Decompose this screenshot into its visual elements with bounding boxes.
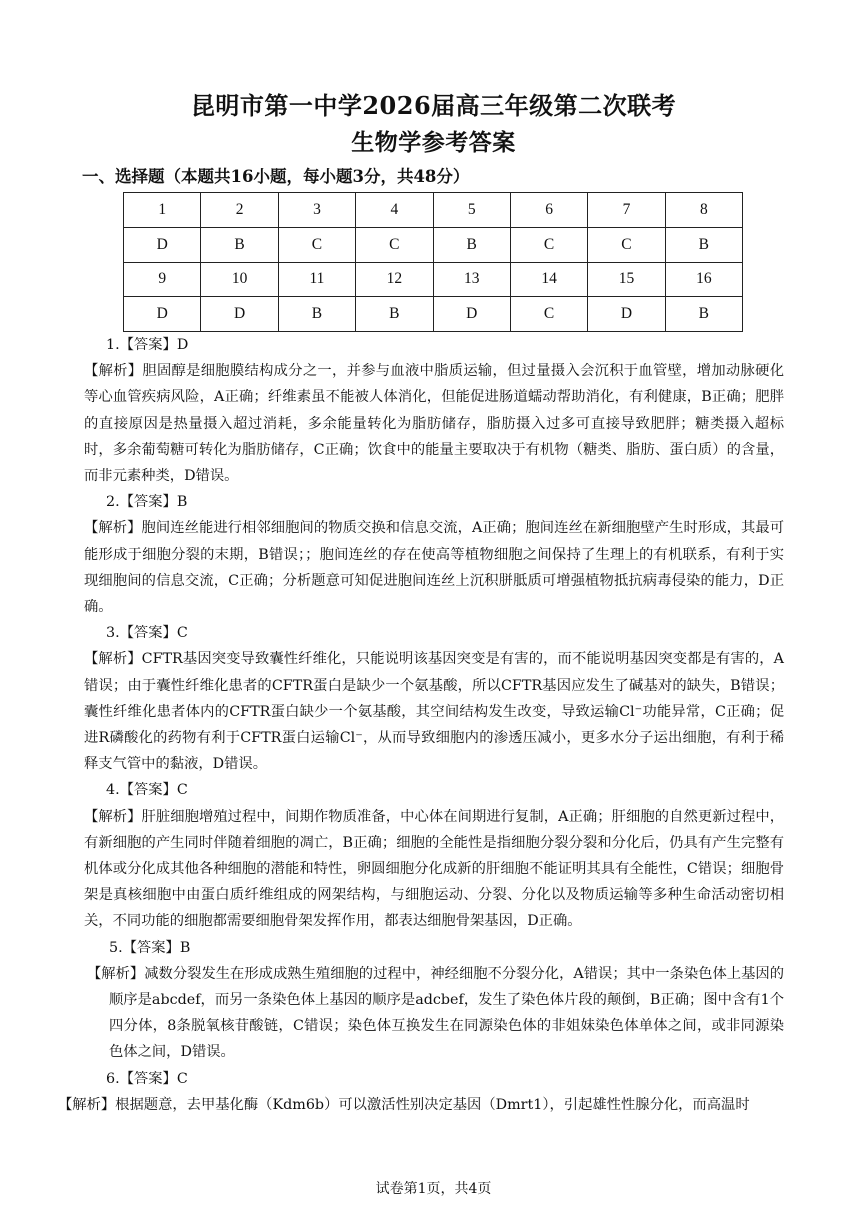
question-4-explanation: 【解析】肝脏细胞增殖过程中，间期作物质准备，中心体在间期进行复制，A正确；肝细胞的自然更新过程中，有新细胞的产生同时伴随着细胞的凋亡，B正确；细胞的全能性是指细胞分裂分裂和分化后，仍具有产生完整有机体或分化成其他各种细胞的潜能和特性，卵圆细胞分化成新的肝细胞不能证明其具有全能性，C错误；细胞骨架是真核细胞中由蛋白质纤维组成的网架结构，与细胞运动、分裂、分化以及物质运输等多种生命活动密切相关，不同功能的细胞都需要细胞骨架发挥作用，都表达细胞骨架基因，D正确。: [84, 808, 784, 930]
answer-cell: B: [665, 297, 742, 332]
question-3-answer: 3.【答案】C: [106, 625, 188, 642]
question-5: [87, 935, 784, 1066]
page-footer: 试卷第1页，共4页: [375, 1181, 492, 1197]
question-4: [84, 777, 784, 934]
answer-row: [124, 227, 743, 262]
question-number-cell: 15: [588, 262, 665, 297]
question-number-cell: 12: [356, 262, 433, 297]
question-1-answer: 1.【答案】D: [106, 337, 189, 353]
question-number-row: [124, 262, 743, 297]
question-number-cell: 2: [201, 193, 278, 228]
explanations: [58, 332, 784, 1118]
question-number-cell: 8: [665, 193, 742, 228]
question-number-cell: 11: [278, 262, 355, 297]
question-4-answer: 4.【答案】C: [106, 782, 188, 799]
question-number-cell: 6: [510, 193, 587, 228]
question-number-row: [124, 193, 743, 228]
question-3: [84, 620, 784, 777]
question-5-answer: 5.【答案】B: [109, 939, 191, 956]
answer-cell: D: [588, 297, 665, 332]
answer-cell: C: [510, 297, 587, 332]
question-2-answer: 2.【答案】B: [106, 494, 188, 511]
document-subtitle: 生物学参考答案: [351, 129, 516, 156]
question-number-cell: 4: [356, 193, 433, 228]
section-heading: 一、选择题（本题共16小题，每小题3分，共48分）: [82, 167, 470, 186]
question-number-cell: 14: [510, 262, 587, 297]
question-number-cell: 7: [588, 193, 665, 228]
answer-cell: B: [665, 227, 742, 262]
question-6-answer: 6.【答案】C: [106, 1070, 188, 1087]
question-number-cell: 13: [433, 262, 510, 297]
answer-cell: C: [278, 227, 355, 262]
answer-cell: D: [201, 297, 278, 332]
answer-cell: B: [201, 227, 278, 262]
question-number-cell: 3: [278, 193, 355, 228]
document-title: 昆明市第一中学2026届高三年级第二次联考: [190, 91, 677, 120]
answer-cell: B: [356, 297, 433, 332]
question-3-explanation: 【解析】CFTR基因突变导致囊性纤维化，只能说明该基因突变是有害的，而不能说明基因突变都是有害的，A错误；由于囊性纤维化患者的CFTR蛋白是缺少一个氨基酸，所以CFTR基因应发生了碱基对的缺失，B错误；囊性纤维化患者体内的CFTR蛋白缺少一个氨基酸，其空间结构发生改变，导致运输Cl⁻功能异常，C正确；促进R磷酸化的药物有利于CFTR蛋白运输Cl⁻，从而导致细胞内的渗透压减小，更多水分子运出细胞，有利于稀释支气管中的黏液，D错误。: [84, 651, 784, 773]
question-1-explanation: 【解析】胆固醇是细胞膜结构成分之一，并参与血液中脂质运输，但过量摄入会沉积于血管壁，增加动脉硬化等心血管疾病风险，A正确；纤维素虽不能被人体消化，但能促进肠道蠕动帮助消化，有利健康，B正确；肥胖的直接原因是热量摄入超过消耗，多余能量转化为脂肪储存，脂肪摄入过多可直接导致肥胖；糖类摄入超标时，多余葡萄糖可转化为脂肪储存，C正确；饮食中的能量主要取决于有机物（糖类、脂肪、蛋白质）的含量，而非元素种类，D错误。: [84, 363, 784, 485]
question-6-explanation: 【解析】根据题意，去甲基化酶（Kdm6b）可以激活性别决定基因（Dmrt1），引起雄性性腺分化，而高温时: [58, 1096, 750, 1113]
question-1: [84, 332, 784, 489]
answer-cell: C: [588, 227, 665, 262]
question-number-cell: 5: [433, 193, 510, 228]
answer-row: [124, 297, 743, 332]
question-2: [84, 489, 784, 620]
answer-cell: D: [124, 227, 201, 262]
answer-cell: D: [433, 297, 510, 332]
question-5-explanation: 【解析】减数分裂发生在形成成熟生殖细胞的过程中，神经细胞不分裂分化，A错误；其中一条染色体上基因的顺序是abcdef，而另一条染色体上基因的顺序是adcbef，发生了染色体片段的颠倒，B正确；图中含有1个四分体，8条脱氧核苷酸链，C错误；染色体互换发生在同源染色体的非姐妹染色体单体之间，或非同源染色体之间，D错误。: [87, 965, 784, 1061]
question-2-explanation: 【解析】胞间连丝能进行相邻细胞间的物质交换和信息交流，A正确；胞间连丝在新细胞壁产生时形成，其最可能形成于细胞分裂的末期，B错误；；胞间连丝的存在使高等植物细胞之间保持了生理上的有机联系，有利于实现细胞间的信息交流，C正确；分析题意可知促进胞间连丝上沉积胼胝质可增强植物抵抗病毒侵染的能力，D正确。: [84, 520, 784, 616]
answer-cell: B: [433, 227, 510, 262]
question-number-cell: 16: [665, 262, 742, 297]
question-number-cell: 10: [201, 262, 278, 297]
answer-cell: B: [278, 297, 355, 332]
question-number-cell: 1: [124, 193, 201, 228]
answer-cell: C: [510, 227, 587, 262]
answer-cell: C: [356, 227, 433, 262]
question-number-cell: 9: [124, 262, 201, 297]
answer-cell: D: [124, 297, 201, 332]
question-6: [58, 1066, 784, 1118]
answer-table: [123, 192, 743, 332]
